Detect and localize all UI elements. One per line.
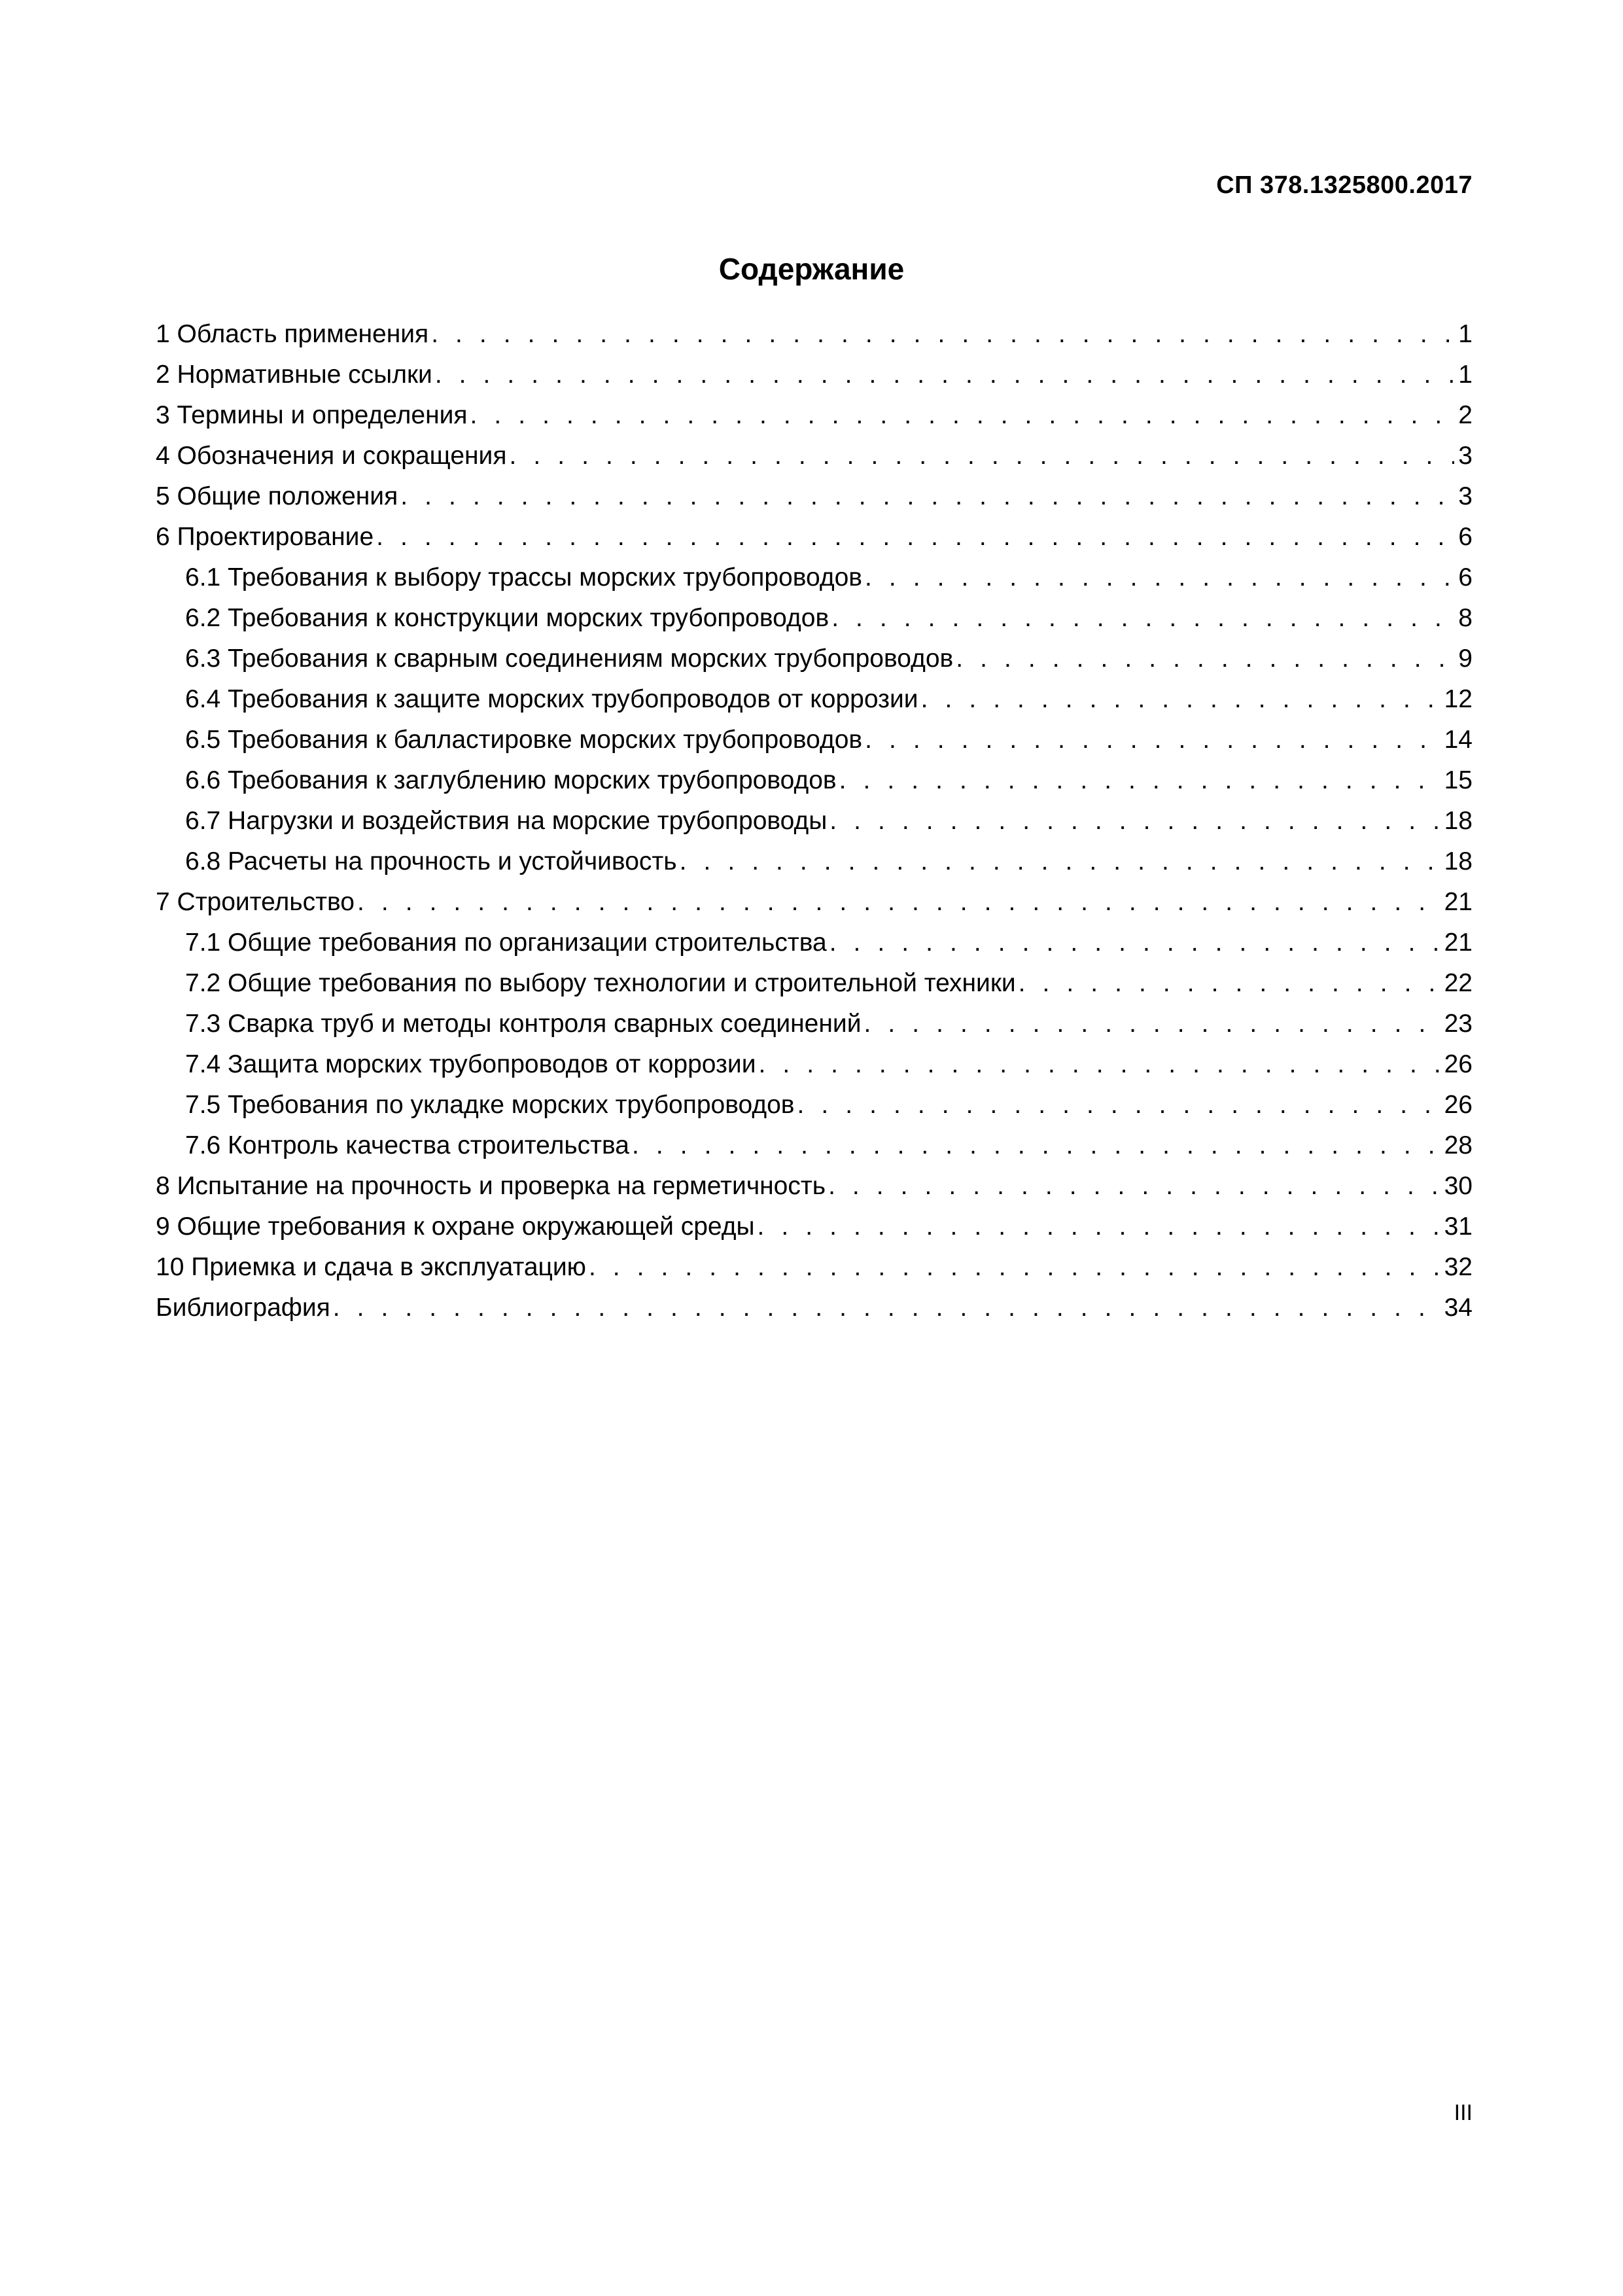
toc-entry-label: 6.1 Требования к выбору трассы морских трубопроводов xyxy=(185,563,863,592)
toc-entry[interactable] xyxy=(156,882,1473,923)
toc-entry[interactable] xyxy=(156,923,1473,963)
toc-entry-page: 32 xyxy=(1444,1253,1473,1281)
toc-entry-page: 1 xyxy=(1458,361,1473,389)
toc-entry[interactable] xyxy=(156,395,1473,436)
toc-dot-leader xyxy=(470,395,1455,436)
toc-entry-page: 23 xyxy=(1444,1010,1473,1038)
toc-entry-label: 7.2 Общие требования по выбору технологии и строительной техники xyxy=(185,969,1016,997)
toc-entry-page: 26 xyxy=(1444,1091,1473,1119)
toc-entry[interactable] xyxy=(156,314,1473,355)
toc-entry-label: 9 Общие требования к охране окружающей среды xyxy=(156,1212,755,1241)
toc-entry[interactable] xyxy=(156,639,1473,679)
toc-entry-label: 3 Термины и определения xyxy=(156,401,468,429)
toc-dot-leader xyxy=(589,1247,1440,1288)
toc-entry-label: 1 Область применения xyxy=(156,320,429,348)
toc-dot-leader xyxy=(828,1166,1440,1207)
toc-entry-label: 6.8 Расчеты на прочность и устойчивость xyxy=(185,847,677,875)
toc-entry[interactable] xyxy=(156,1044,1473,1085)
toc-entry-label: 6.2 Требования к конструкции морских трубопроводов xyxy=(185,604,829,632)
toc-entry-label: 6 Проектирование xyxy=(156,523,374,551)
toc-entry[interactable] xyxy=(156,760,1473,801)
toc-entry-page: 30 xyxy=(1444,1172,1473,1200)
toc-dot-leader xyxy=(829,801,1440,841)
toc-dot-leader xyxy=(435,355,1454,395)
page-title: Содержание xyxy=(718,252,905,286)
toc-dot-leader xyxy=(680,841,1440,882)
toc-dot-leader xyxy=(865,557,1454,598)
toc-entry[interactable] xyxy=(156,963,1473,1004)
toc-dot-leader xyxy=(797,1085,1440,1125)
toc-dot-leader xyxy=(400,476,1454,517)
toc-entry-page: 6 xyxy=(1458,523,1473,551)
toc-dot-leader xyxy=(865,720,1440,760)
toc-entry-label: 6.4 Требования к защите морских трубопроводов от коррозии xyxy=(185,685,918,713)
toc-entry[interactable] xyxy=(156,436,1473,476)
toc-entry[interactable] xyxy=(156,598,1473,639)
toc-entry-label: 10 Приемка и сдача в эксплуатацию xyxy=(156,1253,586,1281)
toc-entry-label: 7.6 Контроль качества строительства xyxy=(185,1131,629,1159)
toc-entry-label: 4 Обозначения и сокращения xyxy=(156,442,507,470)
toc-entry-page: 3 xyxy=(1458,482,1473,510)
toc-entry-label: 6.7 Нагрузки и воздействия на морские трубопроводы xyxy=(185,807,828,835)
toc-entry-page: 31 xyxy=(1444,1212,1473,1241)
toc-entry-label: Библиография xyxy=(156,1294,330,1322)
toc-dot-leader xyxy=(864,1004,1440,1044)
toc-dot-leader xyxy=(1019,963,1440,1004)
toc-dot-leader xyxy=(758,1207,1440,1247)
toc-entry-page: 12 xyxy=(1444,685,1473,713)
toc-entry[interactable] xyxy=(156,1288,1473,1328)
toc-entry[interactable] xyxy=(156,1166,1473,1207)
toc-entry-page: 26 xyxy=(1444,1050,1473,1078)
toc-entry-label: 2 Нормативные ссылки xyxy=(156,361,432,389)
toc-entry-page: 21 xyxy=(1444,928,1473,957)
toc-entry-page: 6 xyxy=(1458,563,1473,592)
toc-entry[interactable] xyxy=(156,801,1473,841)
toc-entry-page: 21 xyxy=(1444,888,1473,916)
toc-entry[interactable] xyxy=(156,1125,1473,1166)
toc-entry[interactable] xyxy=(156,557,1473,598)
toc-dot-leader xyxy=(357,882,1440,923)
toc-entry-page: 15 xyxy=(1444,766,1473,794)
toc-entry[interactable] xyxy=(156,355,1473,395)
toc-entry-label: 7.3 Сварка труб и методы контроля сварных соединений xyxy=(185,1010,862,1038)
toc-entry-page: 34 xyxy=(1444,1294,1473,1322)
toc-entry[interactable] xyxy=(156,1004,1473,1044)
toc-entry-label: 6.3 Требования к сварным соединениям морских трубопроводов xyxy=(185,645,954,673)
toc-entry[interactable] xyxy=(156,476,1473,517)
toc-dot-leader xyxy=(632,1125,1440,1166)
toc-entry-label: 8 Испытание на прочность и проверка на герметичность xyxy=(156,1172,826,1200)
toc-entry-page: 3 xyxy=(1458,442,1473,470)
toc-dot-leader xyxy=(839,760,1440,801)
toc-entry-label: 7.1 Общие требования по организации строительства xyxy=(185,928,827,957)
toc-entry-label: 7.4 Защита морских трубопроводов от коррозии xyxy=(185,1050,756,1078)
toc-dot-leader xyxy=(921,679,1440,720)
document-code: СП 378.1325800.2017 xyxy=(1216,171,1473,199)
toc-entry-page: 9 xyxy=(1458,645,1473,673)
toc-entry[interactable] xyxy=(156,1247,1473,1288)
toc-entry-page: 1 xyxy=(1458,320,1473,348)
toc-entry[interactable] xyxy=(156,720,1473,760)
toc-entry[interactable] xyxy=(156,517,1473,557)
toc-dot-leader xyxy=(376,517,1454,557)
toc-entry-label: 7.5 Требования по укладке морских трубопроводов xyxy=(185,1091,795,1119)
toc-entry-page: 2 xyxy=(1458,401,1473,429)
toc-entry[interactable] xyxy=(156,1207,1473,1247)
toc-entry[interactable] xyxy=(156,841,1473,882)
toc-entry-page: 18 xyxy=(1444,847,1473,875)
toc-entry-page: 14 xyxy=(1444,726,1473,754)
toc-entry-label: 7 Строительство xyxy=(156,888,355,916)
toc-dot-leader xyxy=(759,1044,1440,1085)
toc-entry-page: 28 xyxy=(1444,1131,1473,1159)
toc-dot-leader xyxy=(829,923,1440,963)
toc-entry-page: 22 xyxy=(1444,969,1473,997)
toc-entry-label: 6.5 Требования к балластировке морских трубопроводов xyxy=(185,726,863,754)
toc-entry[interactable] xyxy=(156,679,1473,720)
toc-entry-page: 8 xyxy=(1458,604,1473,632)
toc-entry-label: 6.6 Требования к заглублению морских трубопроводов xyxy=(185,766,837,794)
toc-entry-page: 18 xyxy=(1444,807,1473,835)
page-number: III xyxy=(1454,2100,1473,2125)
toc-entry-label: 5 Общие положения xyxy=(156,482,398,510)
toc-dot-leader xyxy=(831,598,1454,639)
table-of-contents xyxy=(156,314,1473,1328)
toc-dot-leader xyxy=(956,639,1454,679)
toc-dot-leader xyxy=(509,436,1454,476)
toc-dot-leader xyxy=(431,314,1454,355)
toc-entry[interactable] xyxy=(156,1085,1473,1125)
toc-dot-leader xyxy=(333,1288,1440,1328)
